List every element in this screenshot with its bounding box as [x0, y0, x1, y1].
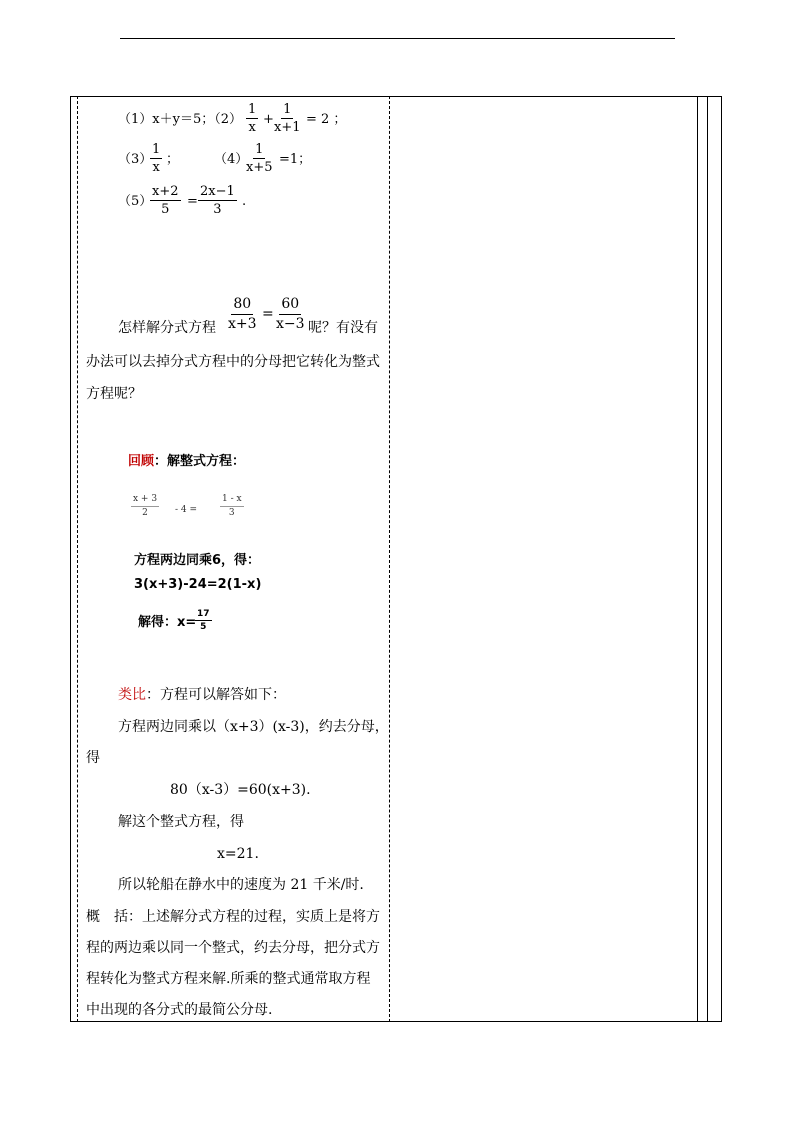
- analogy-heading: 类比：方程可以解答如下：: [118, 687, 286, 703]
- analogy-line: 解这个整式方程，得: [118, 814, 244, 830]
- fraction: $\frac{17}{5}$: [197, 609, 210, 632]
- column-divider: [707, 96, 708, 1022]
- example-5-label: （5）: [118, 194, 153, 209]
- column-divider: [77, 96, 78, 1022]
- analogy-line: 所以轮船在静水中的速度为 21 千米/时.: [118, 877, 364, 893]
- example-3-label: （3）: [118, 152, 153, 167]
- summary-line: 程转化为整式方程来解.所乘的整式通常取方程: [86, 971, 371, 987]
- fraction: $\frac{x+2}{5}$: [152, 184, 179, 217]
- equation-rhs: =1；: [279, 152, 312, 167]
- plus-sign: +: [263, 112, 274, 127]
- fraction: $\frac{60}{x-3}$: [276, 296, 305, 332]
- equals-sign: =: [262, 306, 274, 322]
- summary-line: 程的两边乘以同一个整式，约去分母，把分式方: [86, 940, 380, 956]
- equals-sign: =: [187, 194, 198, 209]
- equation-rhs: = 2 ；: [306, 112, 347, 127]
- fraction: $\frac{1}{x}$: [152, 142, 161, 175]
- summary-line: 概 括：上述解分式方程的过程，实质上是将方: [86, 909, 380, 925]
- column-divider: [697, 96, 698, 1022]
- fraction: $\frac{80}{x+3}$: [228, 296, 257, 332]
- review-step: 3(x+3)-24=2(1-x): [134, 577, 262, 592]
- fraction: $\frac{2x-1}{3}$: [200, 184, 235, 217]
- fraction: $\frac{1}{x+1}$: [274, 102, 301, 135]
- period: .: [242, 194, 247, 209]
- question-line: 怎样解分式方程: [118, 320, 216, 336]
- analogy-line: 得: [86, 750, 100, 766]
- separator: ；: [166, 152, 180, 167]
- analogy-equation: 80（x-3）=60(x+3).: [170, 782, 311, 798]
- column-divider: [389, 96, 390, 1022]
- example-1-2-label: （1）x＋y＝5；（2）: [118, 112, 242, 127]
- question-line: 办法可以去掉分式方程中的分母把它转化为整式: [86, 354, 380, 370]
- review-step: 方程两边同乘6，得：: [134, 553, 261, 568]
- equation-middle: - 4 =: [175, 505, 198, 515]
- fraction: $\frac{1 - x}{3}$: [222, 494, 242, 518]
- question-line: 呢？有没有: [308, 320, 378, 336]
- example-4-label: （4）: [214, 152, 249, 167]
- review-heading: 回顾：解整式方程：: [128, 454, 246, 469]
- analogy-equation: x=21.: [217, 846, 259, 862]
- question-line: 方程呢？: [86, 386, 142, 402]
- review-solution: 解得：x=: [138, 615, 197, 630]
- summary-line: 中出现的各分式的最简公分母.: [86, 1002, 273, 1018]
- header-rule: [120, 38, 675, 39]
- fraction: $\frac{1}{x+5}$: [246, 142, 273, 175]
- fraction: $\frac{x + 3}{2}$: [133, 494, 158, 518]
- analogy-line: 方程两边同乘以（x+3）(x-3)，约去分母，: [118, 719, 389, 735]
- fraction: $\frac{1}{x}$: [248, 102, 257, 135]
